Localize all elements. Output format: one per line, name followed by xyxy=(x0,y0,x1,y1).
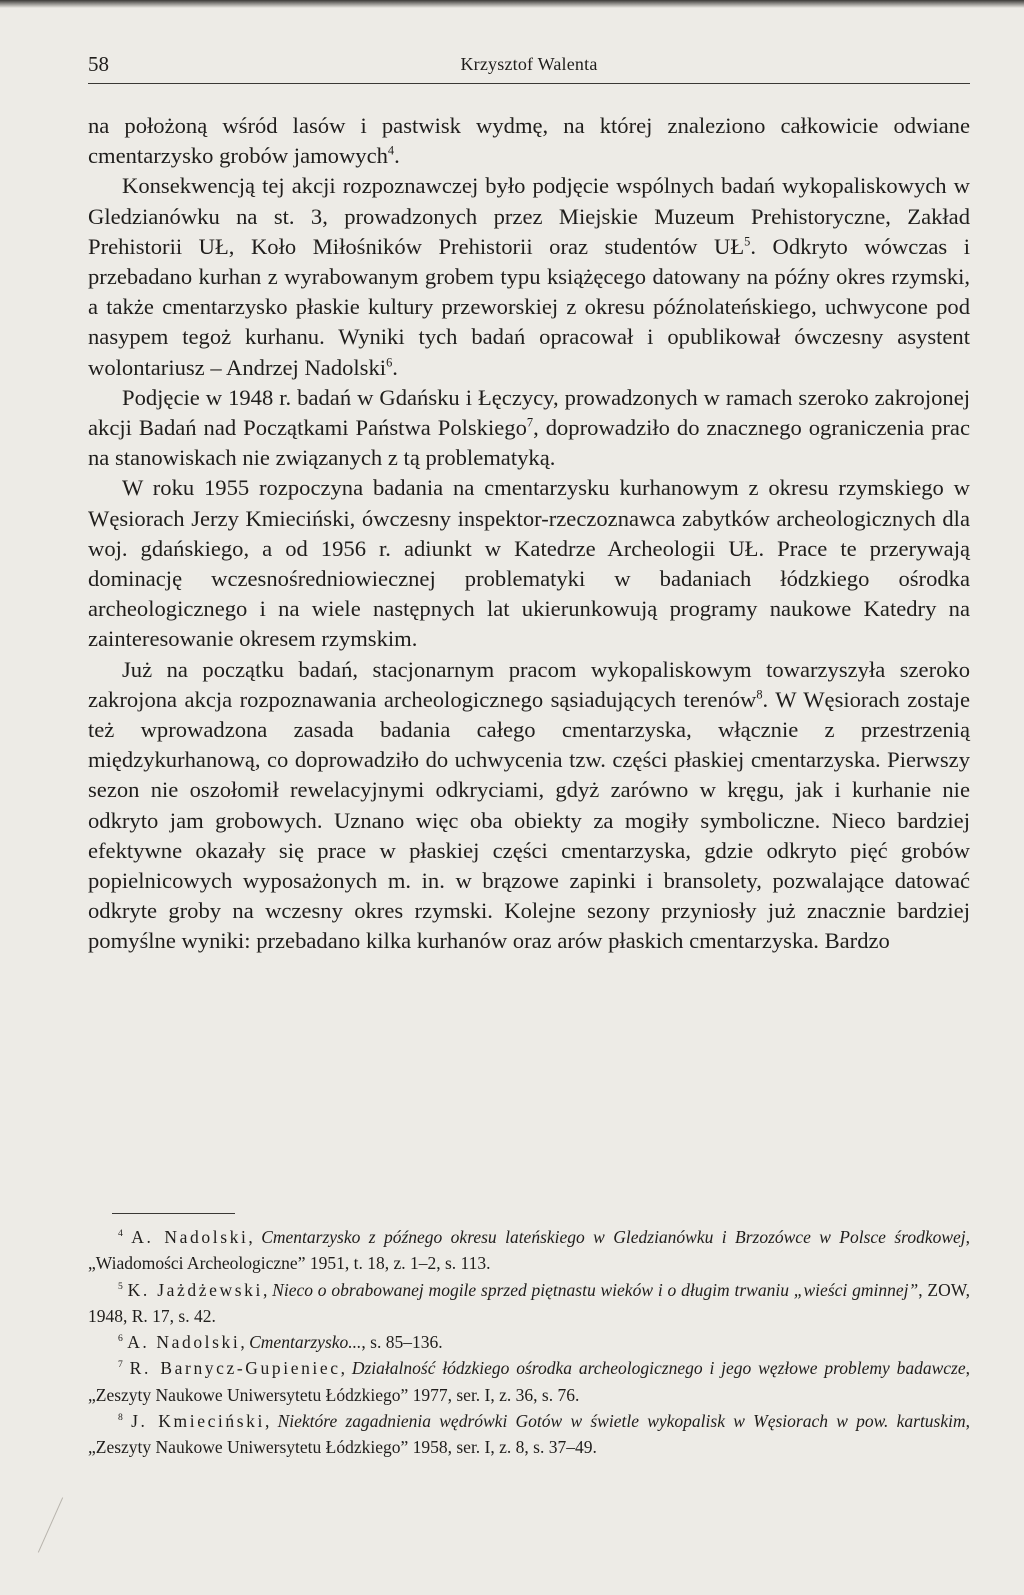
paragraph-5: Już na początku badań, stacjonarnym pracom wykopaliskowym towarzyszyła szeroko zakrojona akcja rozpoznawania archeologicznego sąsiadujących terenów$^8$. W Węsiorach zostaje też wprowadzona zasada badania całego cmentarzyska, włącznie z przestrzenią międzykurhanową, co doprowadziło do uchwycenia tzw. części płaskiej cmentarzyska. Pierwszy sezon nie oszołomił rewelacyjnymi odkryciami, gdyż zarówno w kręgu, jak i kurhanie nie odkryto jam grobowych. Uznano więc oba obiekty za mogiły symboliczne. Nieco bardziej efektywne okazały się prace w płaskiej części cmentarzyska, gdzie odkryto pięć grobów popielnicowych wyposażonych m. in. w brązowe zapinki i bransolety, pozwalające datować odkryte groby na wczesny okres rzymski. Kolejne sezony przyniosły już znacznie bardziej pomyślne wyniki: przebadano kilka kurhanów oraz arów płaskich cmentarzyska. Bardzo xyxy=(88,656,970,954)
footnote-author: A. Nadolski xyxy=(131,1227,249,1247)
footnote-author: K. Jażdżewski xyxy=(127,1279,263,1300)
footnote-title: Cmentarzysko z późnego okresu lateńskiego w Gledzianówku i Brzozówce w Polsce środkowej xyxy=(261,1227,966,1247)
footnote-7: $^7$ R. Barnycz-Gupieniec, Działalność łódzkiego ośrodka archeologicznego i jego węzłowe problemy badawcze, „Zeszyty Naukowe Uniwersytetu Łódzkiego” 1977, ser. I, z. 36, s. 76. xyxy=(88,1358,971,1405)
footnote-ref-5: 5 xyxy=(744,234,751,249)
footnote-separator xyxy=(112,1213,235,1214)
footnote-8: $^8$ J. Kmieciński, Niektóre zagadnienia wędrówki Gotów w świetle wykopalisk w Węsiorach w pow. kartuskim, „Zeszyty Naukowe Uniwersytetu Łódzkiego” 1958, ser. I, z. 8, s. 37–49. xyxy=(88,1411,971,1458)
footnote-4: $^4$ A. Nadolski, Cmentarzysko z późnego okresu lateńskiego w Gledzianówku i Brzozówce w Polsce środkowej, „Wiadomości Archeologiczne” 1951, t. 18, z. 1–2, s. 113. xyxy=(88,1227,971,1274)
paragraph-3: Podjęcie w 1948 r. badań w Gdańsku i Łęczycy, prowadzonych w ramach szeroko zakrojonej akcji Badań nad Początkami Państwa Polskiego$^7$, doprowadziło do znacznego ograniczenia prac na stanowiskach nie związanych z tą problematyką. xyxy=(88,384,970,471)
running-head-author: Krzysztof Walenta xyxy=(460,54,598,74)
footnote-title: Cmentarzysko... xyxy=(249,1332,362,1353)
header-rule xyxy=(88,83,970,84)
footnote-title: Nieco o obrabowanej mogile sprzed piętnastu wieków i o długim trwaniu „wieści gminnej” xyxy=(272,1279,919,1300)
paragraph-2: Konsekwencją tej akcji rozpoznawczej było podjęcie wspólnych badań wykopaliskowych w Gledzianówku na st. 3, prowadzonych przez Miejskie Muzeum Prehistoryczne, Zakład Prehistorii UŁ, Koło Miłośników Prehistorii oraz studentów $UŁ^5$. Odkryto wówczas i przebadano kurhan z wyrabowanym grobem typu książęcego datowany na późny okres rzymski, a także cmentarzysko płaskie kultury przeworskiej z okresu późnolateńskiego, uchwycone pod nasypem tegoż kurhanu. Wyniki tych badań opracował i opublikował ówczesny asystent wolontariusz – Andrzej Nadolski$^6$. xyxy=(88,173,971,380)
footnote-ref-7: 7 xyxy=(526,415,534,430)
footnotes xyxy=(88,1224,970,1461)
page-number: 58 xyxy=(88,52,109,76)
footnote-ref-6: 6 xyxy=(386,355,393,370)
footnote-author: J. Kmieciński xyxy=(131,1411,265,1432)
page-header xyxy=(88,52,970,82)
footnote-ref-4: 4 xyxy=(387,143,395,158)
paragraph-1: na położoną wśród lasów i pastwisk wydmę, na której znaleziono całkowicie odwiane cmentarzysko grobów jamowych$^4$. xyxy=(88,113,970,169)
footnote-title: Działalność łódzkiego ośrodka archeologicznego i jego węzłowe problemy badawcze xyxy=(351,1358,966,1379)
paragraph-4: W roku 1955 rozpoczyna badania na cmentarzysku kurhanowym z okresu rzymskiego w Węsiorach Jerzy Kmieciński, ówczesny inspektor-rzeczoznawca zabytków archeologicznych dla woj. gdańskiego, a od 1956 r. adiunkt w Katedrze Archeologii UŁ. Prace te przerywają dominację wczesnośredniowiecznej problematyki w badaniach łódzkiego ośrodka archeologicznego i na wiele następnych lat ukierunkowują programy naukowe Katedry na zainteresowanie okresem rzymskim. xyxy=(88,475,970,652)
scan-stray-mark xyxy=(38,1497,63,1552)
footnote-author: R. Barnycz-Gupieniec xyxy=(129,1358,341,1379)
footnote-author: A. Nadolski xyxy=(127,1332,241,1353)
footnote-6: $^6$ A. Nadolski, Cmentarzysko..., s. 85–136. xyxy=(118,1332,443,1353)
body-text xyxy=(88,111,970,957)
scan-edge-shadow xyxy=(0,0,1024,8)
footnote-title: Niektóre zagadnienia wędrówki Gotów w świetle wykopalisk w Węsiorach w pow. kartuskim xyxy=(277,1411,966,1432)
footnote-ref-8: 8 xyxy=(756,687,763,702)
footnote-5: $^5$ K. Jażdżewski, Nieco o obrabowanej mogile sprzed piętnastu wieków i o długim trwaniu „wieści gminnej”, ZOW, 1948, R. 17, s. 42. xyxy=(88,1279,970,1326)
